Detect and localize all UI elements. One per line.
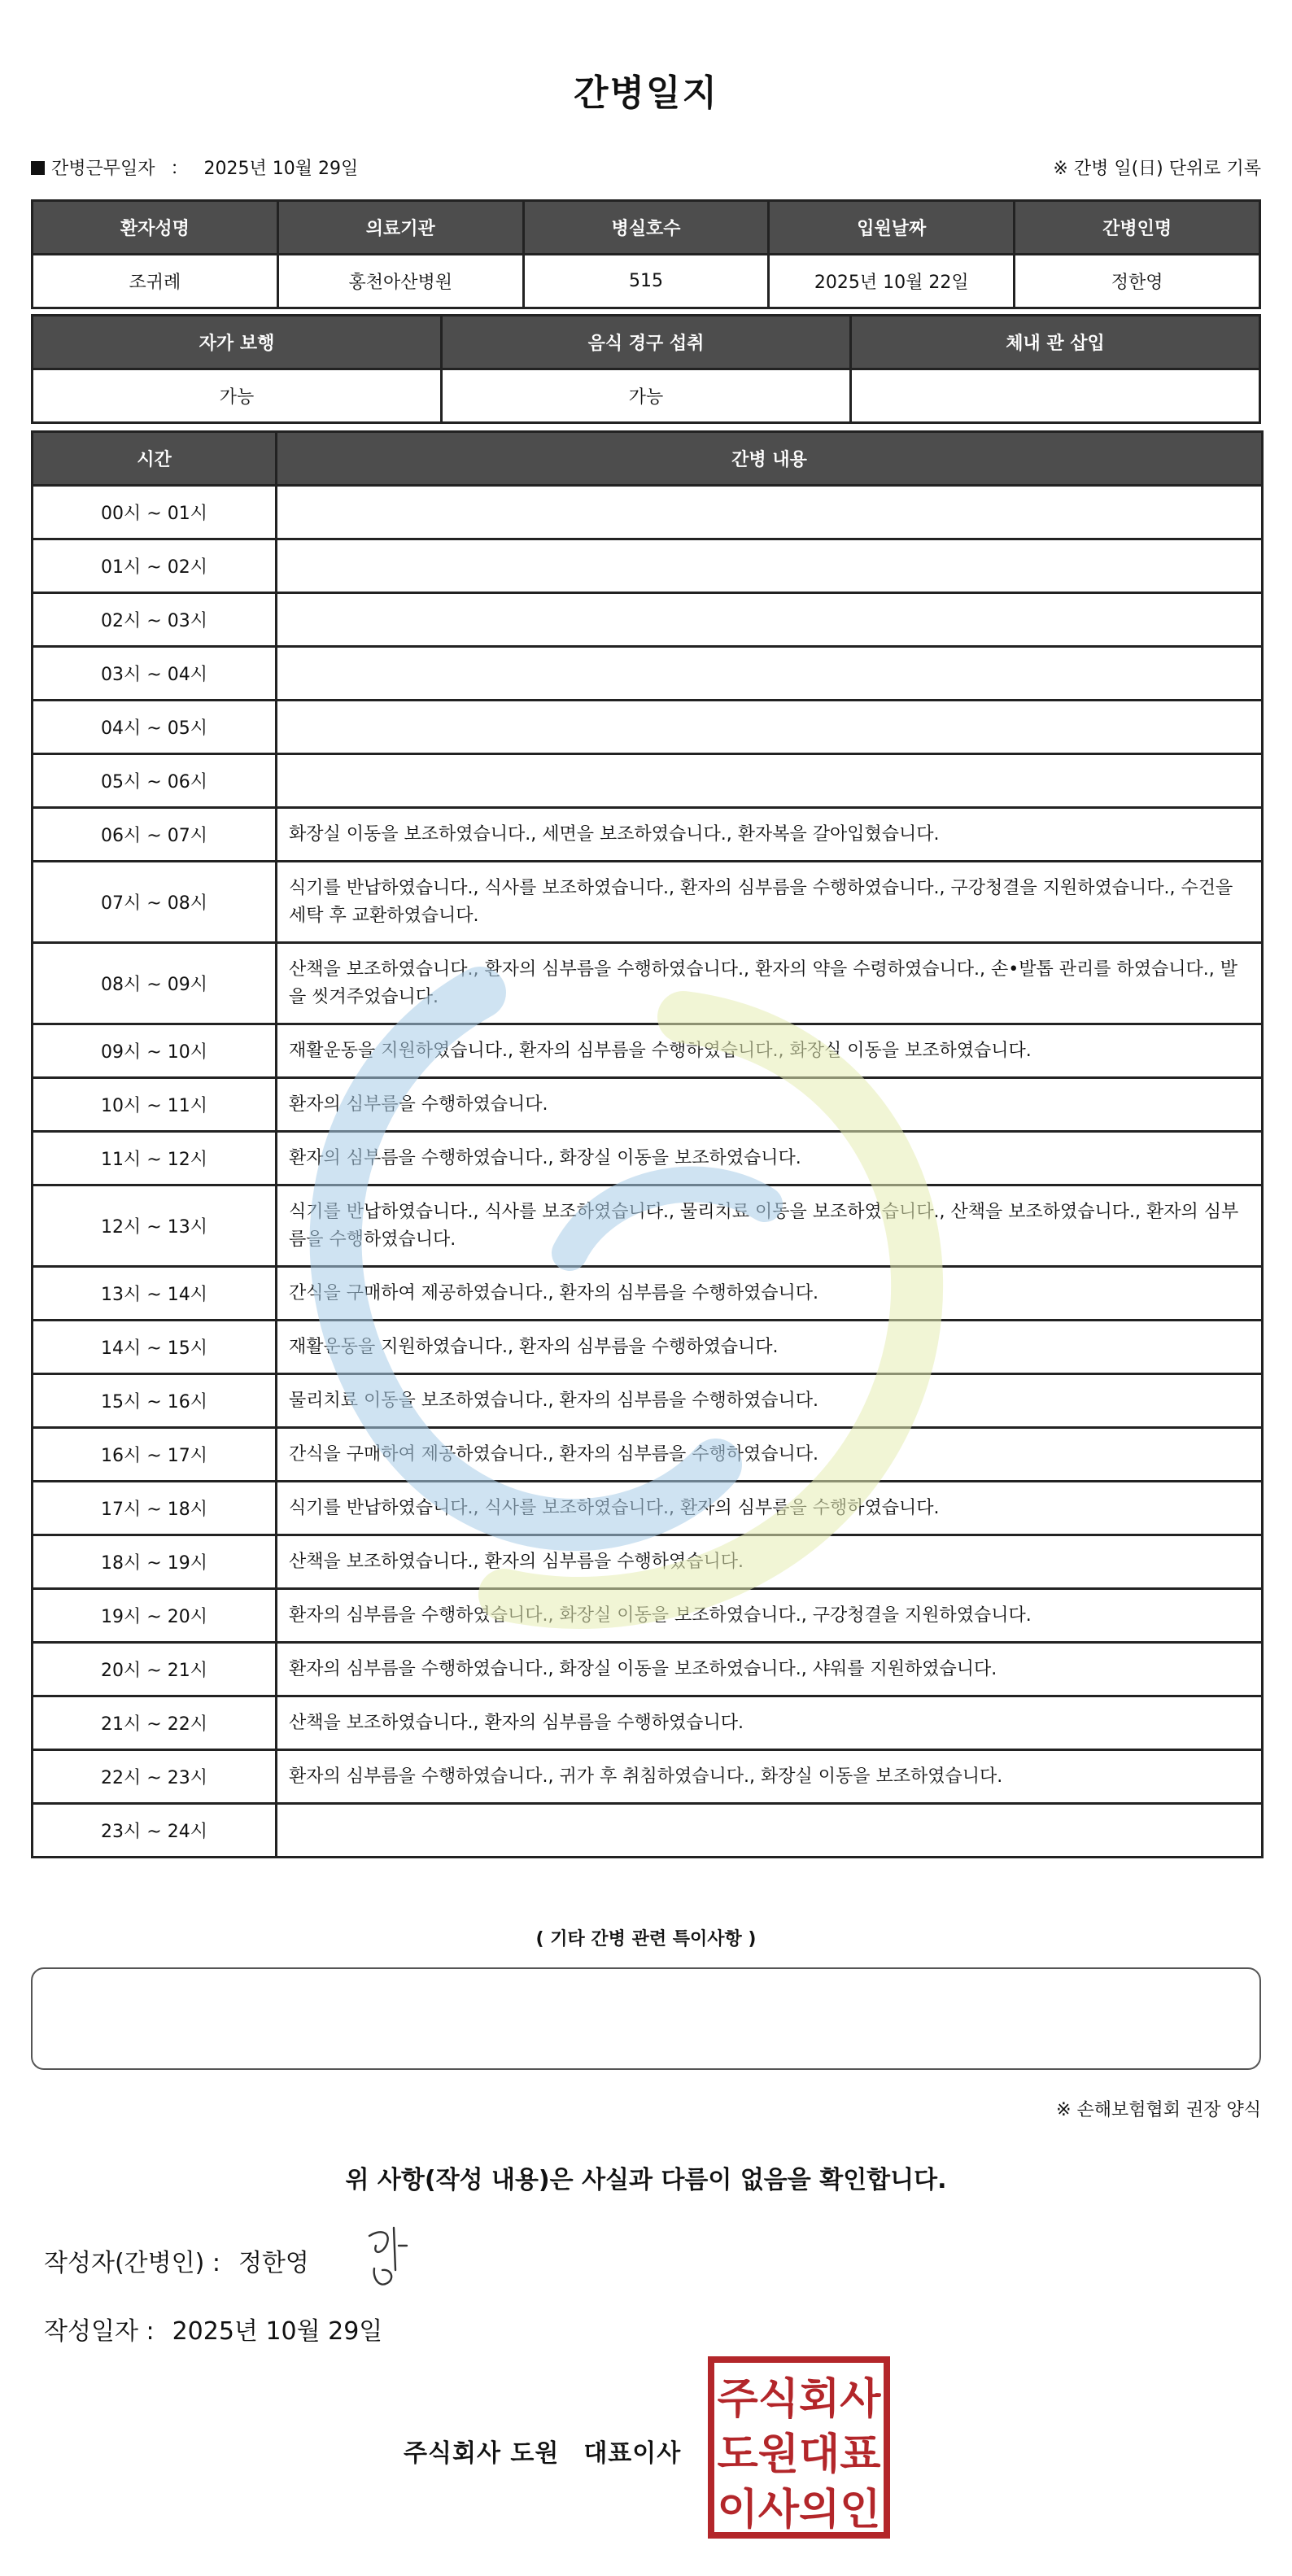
table-row <box>33 1024 1263 1078</box>
table-row <box>33 1267 1263 1321</box>
svg-text:도원대표: 도원대표 <box>717 2430 881 2479</box>
care-content: 산책을 보조하였습니다., 환자의 심부름을 수행하였습니다. <box>277 1535 1263 1589</box>
time-slot: 11시 ~ 12시 <box>33 1132 277 1185</box>
table-row <box>33 539 1263 593</box>
header-self-walking: 자가 보행 <box>33 316 442 369</box>
work-date-value: 2025년 10월 29일 <box>203 159 359 179</box>
time-slot: 13시 ~ 14시 <box>33 1267 277 1321</box>
time-slot: 18시 ~ 19시 <box>33 1535 277 1589</box>
time-slot: 09시 ~ 10시 <box>33 1024 277 1078</box>
table-row <box>33 1185 1263 1267</box>
table-row <box>33 1535 1263 1589</box>
notes-box <box>31 1967 1261 2070</box>
meta-row <box>31 155 1261 184</box>
page-title: 간병일지 <box>573 72 718 114</box>
time-slot: 17시 ~ 18시 <box>33 1482 277 1535</box>
table-row <box>33 943 1263 1024</box>
caregiver-name: 정한영 <box>1015 255 1260 308</box>
care-content: 환자의 심부름을 수행하였습니다., 화장실 이동을 보조하였습니다., 샤워를 지원하였습니다. <box>277 1643 1263 1696</box>
header-time: 시간 <box>33 432 277 486</box>
company-name: 주식회사 도원 <box>404 2439 560 2468</box>
oral-intake-value: 가능 <box>442 369 851 423</box>
care-content: 식기를 반납하였습니다., 식사를 보조하였습니다., 물리치료 이동을 보조하였습니다., 산책을 보조하였습니다., 환자의 심부름을 수행하였습니다. <box>277 1185 1263 1267</box>
write-date-line <box>44 2311 382 2347</box>
self-walking-value: 가능 <box>33 369 442 423</box>
care-content <box>277 593 1263 647</box>
time-slot: 20시 ~ 21시 <box>33 1643 277 1696</box>
signature-icon <box>358 2221 415 2294</box>
care-content <box>277 701 1263 754</box>
time-slot: 16시 ~ 17시 <box>33 1428 277 1482</box>
writer-label: 작성자(간병인) : <box>44 2249 220 2277</box>
company-line <box>404 2433 681 2469</box>
table-row <box>33 1643 1263 1696</box>
writer-name: 정한영 <box>238 2249 309 2277</box>
work-date-separator: ： <box>170 159 189 179</box>
table-row <box>33 1321 1263 1374</box>
time-slot: 04시 ~ 05시 <box>33 701 277 754</box>
unit-note: ※ 간병 일(日) 단위로 기록 <box>1053 159 1261 179</box>
room-number: 515 <box>523 255 769 308</box>
time-slot: 14시 ~ 15시 <box>33 1321 277 1374</box>
time-slot: 01시 ~ 02시 <box>33 539 277 593</box>
table-row <box>33 486 1263 539</box>
svg-text:주식회사: 주식회사 <box>717 2375 881 2424</box>
time-slot: 19시 ~ 20시 <box>33 1589 277 1643</box>
time-slot: 03시 ~ 04시 <box>33 647 277 701</box>
time-slot: 06시 ~ 07시 <box>33 808 277 862</box>
header-room: 병실호수 <box>523 201 769 255</box>
care-content: 식기를 반납하였습니다., 식사를 보조하였습니다., 환자의 심부름을 수행하였습니다. <box>277 1482 1263 1535</box>
square-bullet-icon <box>31 161 45 175</box>
header-caregiver: 간병인명 <box>1015 201 1260 255</box>
table-row <box>33 1428 1263 1482</box>
write-date-value: 2025년 10월 29일 <box>172 2317 383 2346</box>
patient-name: 조귀례 <box>33 255 278 308</box>
header-patient-name: 환자성명 <box>33 201 278 255</box>
tube-insertion-value <box>851 369 1260 423</box>
care-content: 화장실 이동을 보조하였습니다., 세면을 보조하였습니다., 환자복을 갈아입혔습니다. <box>277 808 1263 862</box>
care-content: 환자의 심부름을 수행하였습니다., 화장실 이동을 보조하였습니다. <box>277 1132 1263 1185</box>
table-row <box>33 1078 1263 1132</box>
svg-text:이사의인: 이사의인 <box>717 2486 881 2535</box>
header-hospital: 의료기관 <box>277 201 523 255</box>
confirmation-statement: 위 사항(작성 내용)은 사실과 다름이 없음을 확인합니다. <box>345 2166 947 2194</box>
care-content: 환자의 심부름을 수행하였습니다. <box>277 1078 1263 1132</box>
work-date-label: 간병근무일자 <box>51 159 155 179</box>
care-content: 간식을 구매하여 제공하였습니다., 환자의 심부름을 수행하였습니다. <box>277 1428 1263 1482</box>
table-row <box>33 1804 1263 1858</box>
time-slot: 02시 ~ 03시 <box>33 593 277 647</box>
header-care-content: 간병 내용 <box>277 432 1263 486</box>
hospital-name: 홍천아산병원 <box>277 255 523 308</box>
header-tube-insertion: 체내 관 삽입 <box>851 316 1260 369</box>
header-oral-intake: 음식 경구 섭취 <box>442 316 851 369</box>
time-slot: 07시 ~ 08시 <box>33 862 277 943</box>
table-row <box>33 1696 1263 1750</box>
recommend-note: ※ 손해보험협회 권장 양식 <box>1056 2100 1261 2120</box>
care-content <box>277 754 1263 808</box>
table-row <box>33 593 1263 647</box>
time-slot: 10시 ~ 11시 <box>33 1078 277 1132</box>
time-slot: 15시 ~ 16시 <box>33 1374 277 1428</box>
care-content: 환자의 심부름을 수행하였습니다., 화장실 이동을 보조하였습니다., 구강청결을 지원하였습니다. <box>277 1589 1263 1643</box>
write-date-label: 작성일자 : <box>44 2317 155 2346</box>
table-row <box>33 862 1263 943</box>
work-date <box>31 155 358 180</box>
table-row <box>33 1750 1263 1804</box>
care-content: 산책을 보조하였습니다., 환자의 심부름을 수행하였습니다. <box>277 1696 1263 1750</box>
writer-line <box>44 2242 309 2278</box>
table-row <box>33 1374 1263 1428</box>
care-log-table <box>31 430 1264 1858</box>
notes-title: ( 기타 간병 관련 특이사항 ) <box>535 1929 757 1949</box>
table-row <box>33 1589 1263 1643</box>
care-content: 재활운동을 지원하였습니다., 환자의 심부름을 수행하였습니다., 화장실 이동을 보조하였습니다. <box>277 1024 1263 1078</box>
care-content: 물리치료 이동을 보조하였습니다., 환자의 심부름을 수행하였습니다. <box>277 1374 1263 1428</box>
table-row <box>33 808 1263 862</box>
care-content: 간식을 구매하여 제공하였습니다., 환자의 심부름을 수행하였습니다. <box>277 1267 1263 1321</box>
care-content <box>277 539 1263 593</box>
time-slot: 21시 ~ 22시 <box>33 1696 277 1750</box>
time-slot: 22시 ~ 23시 <box>33 1750 277 1804</box>
table-row <box>33 754 1263 808</box>
time-slot: 00시 ~ 01시 <box>33 486 277 539</box>
care-content: 환자의 심부름을 수행하였습니다., 귀가 후 취침하였습니다., 화장실 이동을 보조하였습니다. <box>277 1750 1263 1804</box>
care-content: 재활운동을 지원하였습니다., 환자의 심부름을 수행하였습니다. <box>277 1321 1263 1374</box>
table-row <box>33 647 1263 701</box>
time-slot: 12시 ~ 13시 <box>33 1185 277 1267</box>
company-seal-icon <box>708 2356 890 2539</box>
care-content: 산책을 보조하였습니다., 환자의 심부름을 수행하였습니다., 환자의 약을 수령하였습니다., 손•발톱 관리를 하였습니다., 발을 씻겨주었습니다. <box>277 943 1263 1024</box>
time-slot: 05시 ~ 06시 <box>33 754 277 808</box>
time-slot: 23시 ~ 24시 <box>33 1804 277 1858</box>
care-content <box>277 486 1263 539</box>
time-slot: 08시 ~ 09시 <box>33 943 277 1024</box>
table-row <box>33 1482 1263 1535</box>
patient-status-table <box>31 314 1261 424</box>
care-content: 식기를 반납하였습니다., 식사를 보조하였습니다., 환자의 심부름을 수행하였습니다., 구강청결을 지원하였습니다., 수건을 세탁 후 교환하였습니다. <box>277 862 1263 943</box>
care-content <box>277 647 1263 701</box>
admission-date: 2025년 10월 22일 <box>769 255 1015 308</box>
patient-info-table <box>31 199 1261 309</box>
table-row <box>33 701 1263 754</box>
care-content <box>277 1804 1263 1858</box>
table-row <box>33 1132 1263 1185</box>
company-representative: 대표이사 <box>583 2439 682 2468</box>
header-admission-date: 입원날짜 <box>769 201 1015 255</box>
